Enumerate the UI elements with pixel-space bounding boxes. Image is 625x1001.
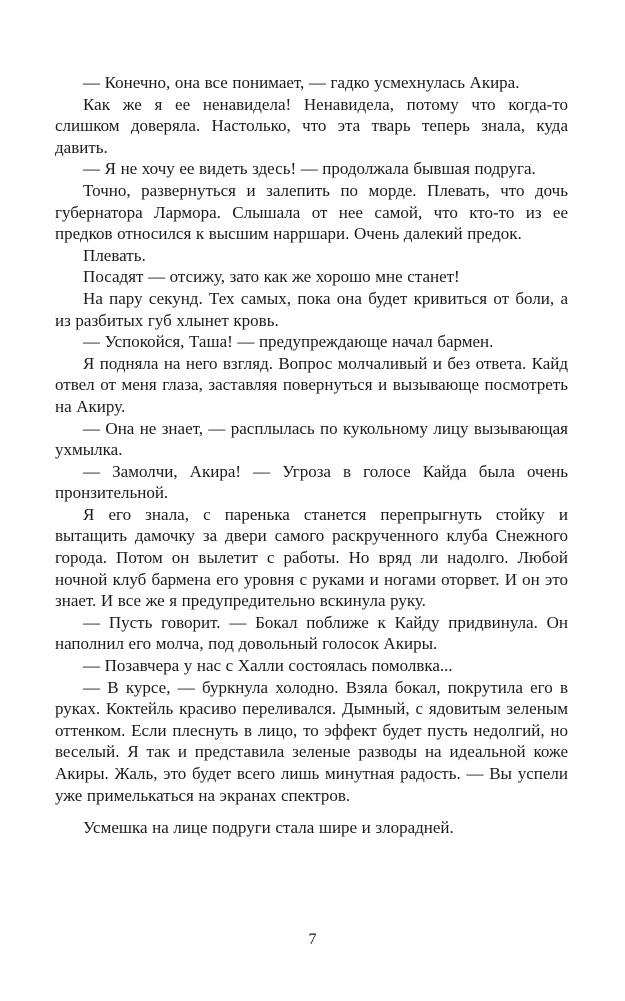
paragraph: — Я не хочу ее видеть здесь! — продолжала бывшая подруга. xyxy=(83,159,536,179)
paragraph: — Успокойся, Таша! — предупреждающе начал бармен. xyxy=(83,332,494,352)
paragraph: Плевать. xyxy=(83,245,146,265)
paragraph: Как же я ее ненавидела! Ненавидела, потому что когда-то слишком доверяла. Настолько, что эта тварь теперь знала, куда давить. xyxy=(55,94,568,157)
paragraph: Я подняла на него взгляд. Вопрос молчаливый и без ответа. Кайд отвел от меня глаза, заставляя повернуться и вызывающе посмотреть на Акиру. xyxy=(55,353,568,416)
paragraph: Посадят — отсижу, зато как же хорошо мне станет! xyxy=(83,267,460,287)
paragraph: — Она не знает, — расплылась по кукольному лицу вызывающая ухмылка. xyxy=(55,418,568,460)
paragraph: Точно, развернуться и залепить по морде. Плевать, что дочь губернатора Лармора. Слышала от нее самой, что кто-то из ее предков относился к высшим нарршари. Очень далекий предок. xyxy=(55,180,568,244)
paragraph: — В курсе, — буркнула холодно. Взяла бокал, покрутила его в руках. Коктейль красиво переливался. Дымный, с ядовитым зеленым оттенком. Если плеснуть в лицо, то эффект будет пусть недолгий, но веселый. Я так и представила зеленые разводы на идеальной коже Акиры. Жаль, это будет всего лишь минутная радость. — Вы успели уже примелькаться на экранах спектров. xyxy=(55,677,568,805)
page-number: 7 xyxy=(308,931,317,948)
page-text xyxy=(55,72,568,839)
paragraph: — Пусть говорит. — Бокал поближе к Кайду придвинула. Он наполнил его молча, под довольный голосок Акиры. xyxy=(55,612,568,654)
paragraph: На пару секунд. Тех самых, пока она будет кривиться от боли, а из разбитых губ хлынет кровь. xyxy=(55,288,568,330)
paragraph: — Замолчи, Акира! — Угроза в голосе Кайда была очень пронзительной. xyxy=(55,461,568,503)
paragraph: — Позавчера у нас с Халли состоялась помолвка... xyxy=(83,656,453,676)
paragraph: Я его знала, с паренька станется перепрыгнуть стойку и вытащить дамочку за двери самого раскрученного клуба Снежного города. Потом он вылетит с работы. Но вряд ли надолго. Любой ночной клуб бармена его уровня с руками и ногами оторвет. И он это знает. И все же я предупредительно вскинула руку. xyxy=(55,504,568,611)
paragraph: — Конечно, она все понимает, — гадко усмехнулась Акира. xyxy=(83,73,520,92)
paragraph: Усмешка на лице подруги стала шире и злорадней. xyxy=(83,818,454,838)
